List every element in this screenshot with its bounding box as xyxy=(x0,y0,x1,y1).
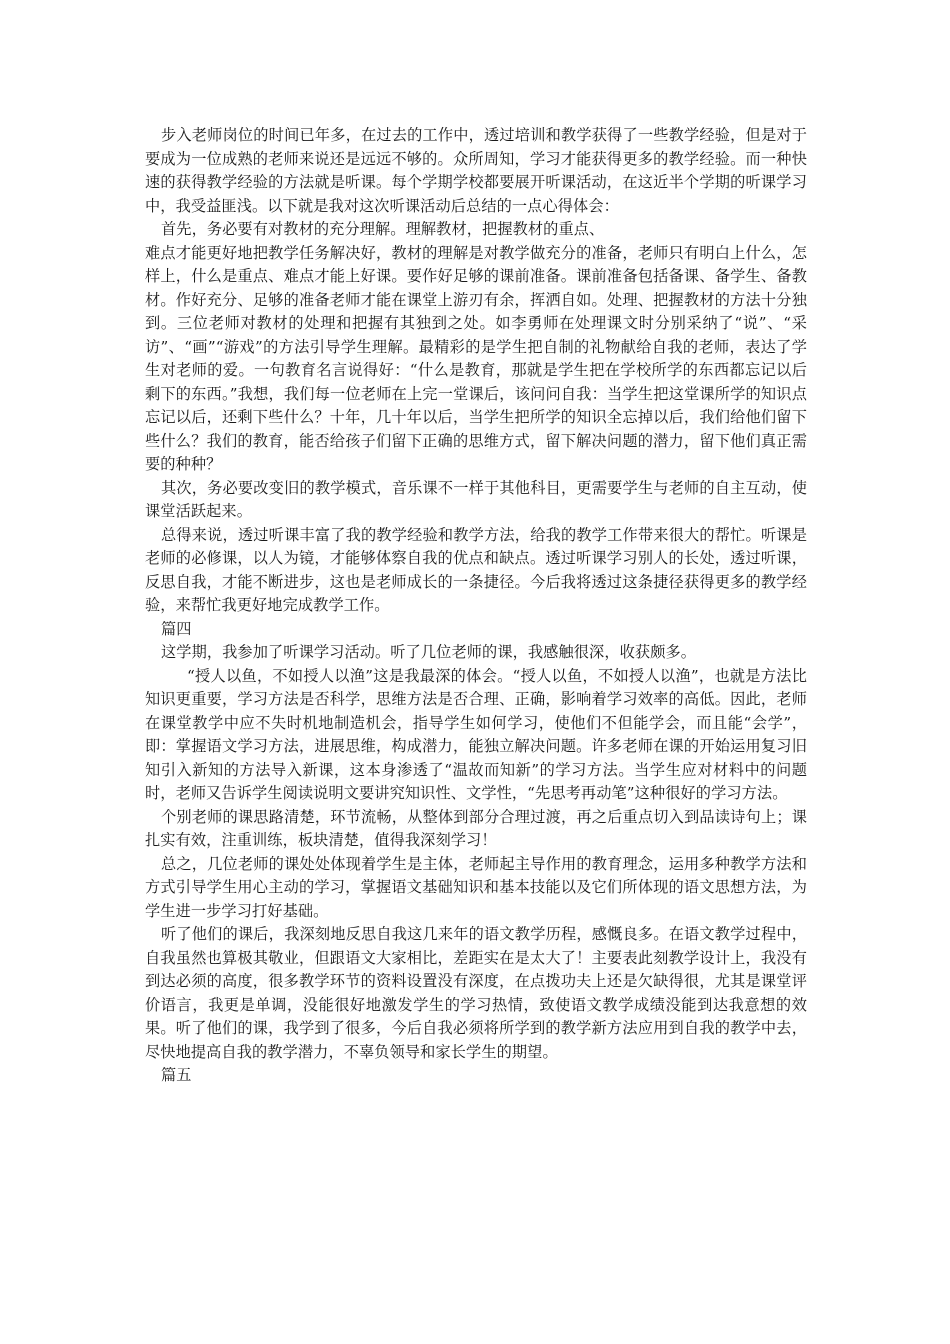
paragraph-second-point: 其次，务必要改变旧的教学模式，音乐课不一样于其他科目，更需要学生与老师的自主互动，使课堂活跃起来。 xyxy=(145,478,807,520)
paragraph-first-point: 首先，务必要有对教材的充分理解。理解教材，把握教材的重点、 xyxy=(161,220,605,238)
paragraph-individual-teacher: 个别老师的课思路清楚，环节流畅，从整体到部分合理过渡，再之后重点切入到品读诗句上；课扎实有效，注重训练，板块清楚，值得我深刻学习！ xyxy=(145,807,807,849)
paragraph-summary: 总得来说，透过听课丰富了我的教学经验和教学方法，给我的教学工作带来很大的帮忙。听课是老师的必修课，以人为镜，才能够体察自我的优点和缺点。透过听课学习别人的长处，透过听课，反思自我，才能不断进步，这也是老师成长的一条捷径。今后我将透过这条捷径获得更多的教学经验，来帮忙我更好地完成教学工作。 xyxy=(145,525,807,614)
paragraph-first-point-continued: 难点才能更好地把教学任务解决好，教材的理解是对教学做充分的准备，老师只有明白上什么，怎样上，什么是重点、难点才能上好课。要作好足够的课前准备。课前准备包括备课、备学生、备教材。作好充分、足够的准备老师才能在课堂上游刃有余，挥洒自如。处理、把握教材的方法十分独到。三位老师对教材的处理和把握有其独到之处。如李勇师在处理课文时分别采纳了“说”、“采访”、“画”“游戏”的方法引导学生理解。最精彩的是学生把自制的礼物献给自我的老师，表达了学生对老师的爱。一句教育名言说得好：“什么是教育，那就是学生把在学校所学的东西都忘记以后剩下的东西。”我想，我们每一位老师在上完一堂课后，该问问自我：当学生把这堂课所学的知识点忘记以后，还剩下些什么？十年，几十年以后，当学生把所学的知识全忘掉以后，我们给他们留下些什么？我们的教育，能否给孩子们留下正确的思维方式，留下解决问题的潜力，留下他们真正需要的种种？ xyxy=(145,243,807,473)
document-body xyxy=(145,124,807,1088)
paragraph-intro: 步入老师岗位的时间已年多，在过去的工作中，透过培训和教学获得了一些教学经验，但是对于要成为一位成熟的老师来说还是远远不够的。众所周知，学习才能获得更多的教学经验。而一种快速的获得教学经验的方法就是听课。每个学期学校都要展开听课活动，在这近半个学期的听课学习中，我受益匪浅。以下就是我对这次听课活动后总结的一点心得体会： xyxy=(145,126,807,215)
section-heading-part-four: 篇四 xyxy=(161,619,192,638)
paragraph-reflection: 听了他们的课后，我深刻地反思自我这几来年的语文教学历程，感慨良多。在语文教学过程中，自我虽然也算极其敬业，但跟语文大家相比，差距实在是太大了！主要表此刻教学设计上，我没有到达必须的高度，很多教学环节的资料设置没有深度，在点拨功夫上还是欠缺得很，尤其是课堂评价语言，我更是单调，没能很好地激发学生的学习热情，致使语文教学成绩没能到达我意想的效果。听了他们的课，我学到了很多，今后自我必须将所学到的教学新方法应用到自我的教学中去，尽快地提高自我的教学潜力，不辜负领导和家长学生的期望。 xyxy=(145,925,807,1061)
paragraph-part-four-intro: 这学期，我参加了听课学习活动。听了几位老师的课，我感触很深，收获颇多。 xyxy=(161,643,697,661)
paragraph-teaching-method: “授人以鱼，不如授人以渔”这是我最深的体会。“授人以鱼，不如授人以渔”，也就是方法比知识更重要，学习方法是否科学，思维方法是否合理、正确，影响着学习效率的高低。因此，老师在课堂教学中应不失时机地制造机会，指导学生如何学习，使他们不但能学会，而且能“会学”，即：掌握语文学习方法，进展思维，构成潜力，能独立解决问题。许多老师在课的开始运用复习旧知引入新知的方法导入新课，这本身渗透了“温故而知新”的学习方法。当学生应对材料中的问题时，老师又告诉学生阅读说明文要讲究知识性、文学性，“先思考再动笔”这种很好的学习方法。 xyxy=(145,666,807,802)
paragraph-in-conclusion: 总之，几位老师的课处处体现着学生是主体，老师起主导作用的教育理念，运用多种教学方法和方式引导学生用心主动的学习，掌握语文基础知识和基本技能以及它们所体现的语文思想方法，为学生进一步学习打好基础。 xyxy=(145,854,807,920)
section-heading-part-five: 篇五 xyxy=(161,1066,192,1084)
